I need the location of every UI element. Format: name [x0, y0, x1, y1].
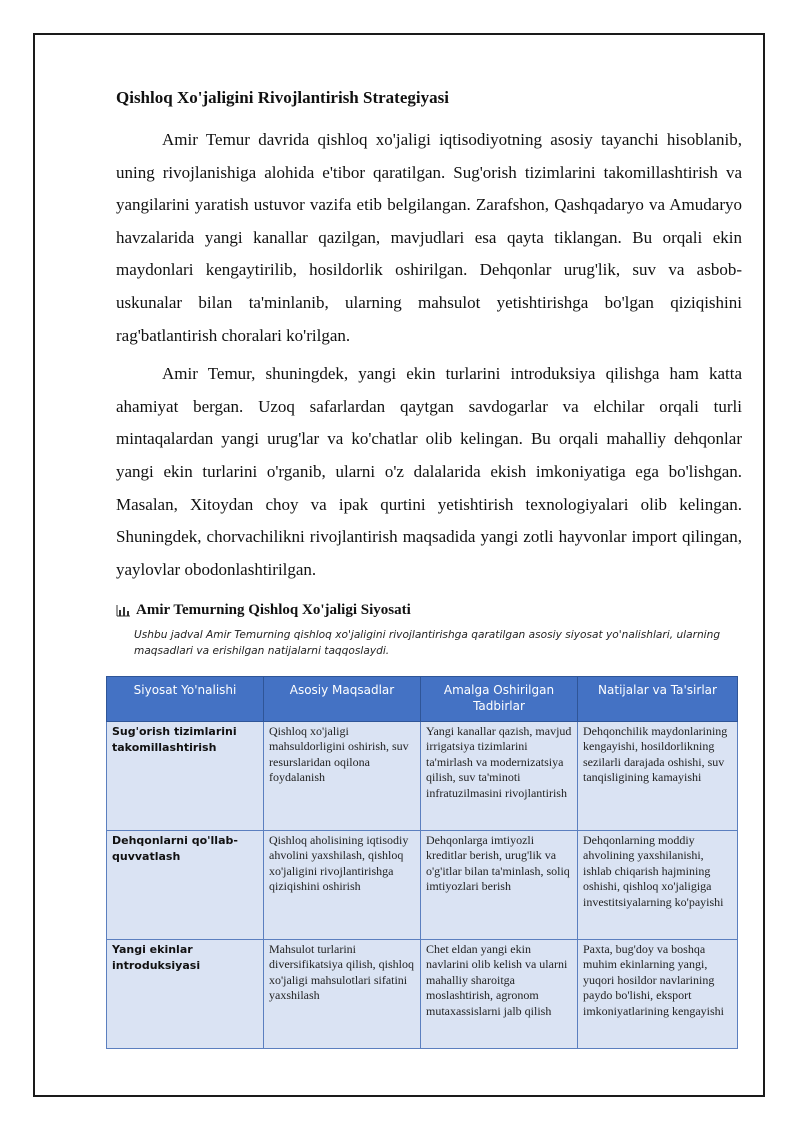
column-header: Natijalar va Ta'sirlar: [578, 677, 738, 722]
table-section-title: Amir Temurning Qishloq Xo'jaligi Siyosati: [136, 602, 411, 619]
bar-chart-icon: [116, 605, 130, 617]
column-header: Siyosat Yo'nalishi: [107, 677, 264, 722]
paragraph-1: Amir Temur davrida qishloq xo'jaligi iqtisodiyotning asosiy tayanchi hisoblanib, uning rivojlanishiga alohida e'tibor qaratilgan. Sug'orish tizimlarini takomillashtirish va yangilarini yaratish ustuvor vazifa etib belgilangan. Zarafshon, Qashqadaryo va Amudaryo havzalarida yangi kanallar qazilgan, mavjudlari esa qayta tiklangan. Bu orqali ekin maydonlari kengaytirilib, hosildorlik oshirilgan. Dehqonlar urug'lik, suv va asbob-uskunalar bilan ta'minlanib, ularning mahsulot yetishtirishga bo'lgan qiziqishini rag'batlantirish choralari ko'rilgan.: [116, 130, 742, 345]
policy-table: [106, 676, 738, 1049]
policy-area-cell: Dehqonlarni qo'llab-quvvatlash: [107, 831, 264, 940]
column-header: Asosiy Maqsadlar: [264, 677, 421, 722]
measures-cell: Yangi kanallar qazish, mavjud irrigatsiya tizimlarini ta'mirlash va modernizatsiya qilish, suv ta'minoti infratuzilmasini rivojlantirish: [421, 722, 578, 831]
measures-cell: Dehqonlarga imtiyozli kreditlar berish, urug'lik va o'g'itlar bilan ta'minlash, soliq imtiyozlari berish: [421, 831, 578, 940]
results-cell: Dehqonlarning moddiy ahvolining yaxshilanishi, ishlab chiqarish hajmining oshishi, qishloq xo'jaligiga investitsiyalarning ko'payishi: [578, 831, 738, 940]
goals-cell: Mahsulot turlarini diversifikatsiya qilish, qishloq xo'jaligi mahsulotlari sifatini yaxshilash: [264, 940, 421, 1049]
table-row: [107, 722, 738, 831]
policy-area-cell: Sug'orish tizimlarini takomillashtirish: [107, 722, 264, 831]
results-cell: Paxta, bug'doy va boshqa muhim ekinlarning yangi, yuqori hosildor navlarining paydo bo'lishi, eksport imkoniyatlarining kengayishi: [578, 940, 738, 1049]
goals-cell: Qishloq aholisining iqtisodiy ahvolini yaxshilash, qishloq xo'jaligini rivojlantirishga qiziqishini oshirish: [264, 831, 421, 940]
table-row: [107, 831, 738, 940]
results-cell: Dehqonchilik maydonlarining kengayishi, hosildorlikning sezilarli darajada oshishi, suv tanqisligining kamayishi: [578, 722, 738, 831]
document-body: [116, 84, 742, 669]
table-row: [107, 940, 738, 1049]
paragraph-2: Amir Temur, shuningdek, yangi ekin turlarini introduksiya qilishga ham katta ahamiyat bergan. Uzoq safarlardan qaytgan savdogarlar va elchilar orqali turli mintaqalardan yangi urug'lar va ko'chatlar olib kelingan. Bu orqali mahalliy dehqonlar yangi ekin turlarini o'rganib, ularni o'z dalalarida ekish imkoniyatiga ega bo'lishgan. Masalan, Xitoydan choy va ipak qurtini yetishtirish texnologiyalari olib kelingan. Shuningdek, chorvachilikni rivojlantirish maqsadida yangi zotli hayvonlar import qilingan, yaylovlar obodonlashtirilgan.: [116, 364, 742, 579]
document-title: Qishloq Xo'jaligini Rivojlantirish Strategiyasi: [116, 88, 449, 107]
policy-area-cell: Yangi ekinlar introduksiyasi: [107, 940, 264, 1049]
table-caption: Ushbu jadval Amir Temurning qishloq xo'jaligini rivojlantirishga qaratilgan asosiy siyosat yo'nalishlari, ularning maqsadlari va erishilgan natijalarni taqqoslaydi.: [134, 629, 721, 658]
column-header: Amalga Oshirilgan Tadbirlar: [421, 677, 578, 722]
goals-cell: Qishloq xo'jaligi mahsuldorligini oshirish, suv resurslaridan oqilona foydalanish: [264, 722, 421, 831]
table-header-row: [107, 677, 738, 722]
measures-cell: Chet eldan yangi ekin navlarini olib kelish va ularni mahalliy sharoitga moslashtirish, agronom mutaxassislarni jalb qilish: [421, 940, 578, 1049]
table-section-heading: [116, 602, 742, 619]
